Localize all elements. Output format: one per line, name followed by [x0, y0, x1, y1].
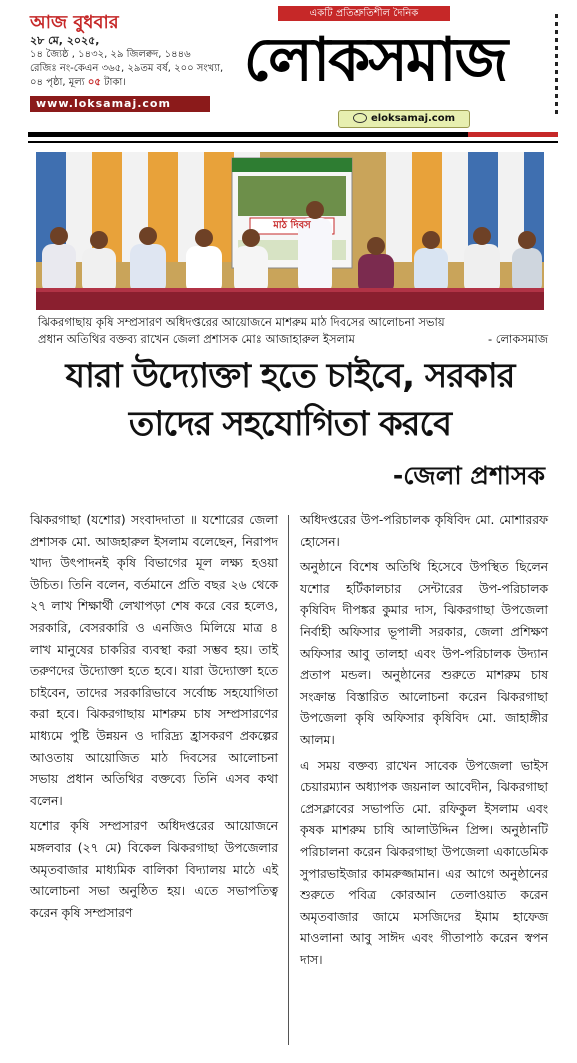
newspaper-logo: লোকসমাজ: [243, 25, 507, 95]
caption-line-2: প্রধান অতিথির বক্তব্য রাখেন জেলা প্রশাসক মোঃ আজাহারুল ইসলাম: [38, 332, 355, 346]
article-paragraph: এ সময় বক্তব্য রাখেন সাবেক উপজেলা ভাইস চেয়ারম্যান অধ্যাপক জয়নাল আবেদীন, ঝিকরগাছা প্রেসক্লাবের সভাপতি মো. রফিকুল ইসলাম এবং কৃষক মাশরুম চাষি আলাউদ্দিন প্রিন্স। অনুষ্ঠানটি পরিচালনা করেন ঝিকরগাছা উপজেলা একাডেমিক সুপারভাইজার কামরুজ্জামান। এর আগে অনুষ্ঠানের শুরুতে পবিত্র কোরআন তেলাওয়াত করেন অমৃতবাজার জামে মসজিদের ইমাম হাফেজ মাওলানা আবু সাঈদ এবং গীতাপাঠ করেন স্বপন দাস।: [300, 758, 548, 967]
date-gregorian: ২৮ মে, ২০২৫,: [30, 34, 100, 47]
masthead-rule-accent: [468, 132, 558, 137]
pages-price-suffix: টাকা।: [100, 77, 126, 88]
website-badge[interactable]: [338, 110, 470, 128]
registration-info: রেজিঃ নং-কেএন ৩৬৫, ২৯তম বর্ষ, ২০০ সংখ্যা,: [30, 63, 224, 74]
headline-byline: -জেলা প্রশাসক: [392, 461, 545, 490]
article-column-left: [30, 510, 278, 928]
tagline: একটি প্রতিশ্রুতিশীল দৈনিক: [278, 6, 450, 21]
headline: [40, 352, 540, 448]
pages-price-text: ০৪ পৃষ্ঠা, মূল্য: [30, 77, 88, 88]
article-paragraph: অধিদপ্তরের উপ-পরিচালক কৃষিবিদ মো. মোশাররফ হোসেন।: [300, 513, 548, 549]
weekday-label: আজ বুধবার: [30, 12, 119, 33]
site-url[interactable]: www.loksamaj.com: [30, 96, 210, 112]
masthead: [0, 0, 577, 152]
caption-credit: - লোকসমাজ: [487, 332, 548, 346]
pages-price: [30, 75, 126, 92]
article-paragraph: যশোর কৃষি সম্প্রসারণ অধিদপ্তরের আয়োজনে মঙ্গলবার (২৭ মে) বিকেল ঝিকরগাছা উপজেলার অমৃতবাজার মাধ্যমিক বালিকা বিদ্যালয় মাঠে এই আলোচনা সভা অনুষ্ঠিত হয়। এতে সভাপতিত্ব করেন কৃষি সম্প্রসারণ: [30, 819, 278, 920]
banner-title: মাঠ দিবস: [273, 220, 311, 231]
headline-line-1: যারা উদ্যোক্তা হতে চাইবে, সরকার: [65, 356, 515, 396]
column-divider: [288, 515, 289, 1045]
article-paragraph: অনুষ্ঠানে বিশেষ অতিথি হিসেবে উপস্থিত ছিলেন যশোর হর্টিকালচার সেন্টারের উপ-পরিচালক কৃষিবিদ দীপঙ্কর কুমার দাস, ঝিকরগাছা উপজেলা নির্বাহী অফিসার ভূপালী সরকার, জেলা প্রশিক্ষণ অফিসার আবু তালহা এবং উপ-পরিচালক উদ্যান প্রতাপ মন্ডল। অনুষ্ঠানের শুরুতে মাশরুম চাষ সংক্রান্ত বিস্তারিত আলোচনা করেন ঝিকরগাছা উপজেলা কৃষি অফিসার কৃষিবিদ মো. জাহাঙ্গীর আলম।: [300, 560, 548, 747]
globe-icon: [353, 113, 367, 123]
price-value: ০৫: [87, 77, 101, 88]
masthead-rule-thin: [28, 141, 558, 143]
website-text: eloksamaj.com: [370, 113, 456, 124]
caption-line-1: ঝিকরগাছায় কৃষি সম্প্রসারণ অধিদপ্তরের আয়োজনে মাশরুম মাঠ দিবসের আলোচনা সভায়: [38, 315, 445, 329]
date-bengali-hijri: ১৪ জ্যৈষ্ঠ , ১৪৩২, ২৯ জিলক্বদ, ১৪৪৬: [30, 49, 191, 60]
event-photo: [36, 152, 544, 310]
article-column-right: [300, 510, 548, 975]
headline-line-2: তাদের সহযোগিতা করবে: [128, 404, 452, 444]
page-edge-marks: [555, 14, 558, 114]
article-paragraph: ঝিকরগাছা (যশোর) সংবাদদাতা ॥ যশোরের জেলা প্রশাসক মো. আজহারুল ইসলাম বলেছেন, নিরাপদ খাদ্য উৎপাদনই কৃষি বিভাগের মূল লক্ষ্য হওয়া উচিত। তিনি বলেন, বর্তমানে প্রতি বছর ২৬ থেকে ২৭ লাখ শিক্ষার্থী লেখাপড়া শেষ করে বের হলেও, সরকারি, বেসরকারি ও এনজিও মিলিয়ে মাত্র ৪ লাখ মানুষের চাকরির ব্যবস্থা করা সম্ভব হয়। তাই তরুণদের উদ্যোক্তা হতে হবে। যারা উদ্যোক্তা হতে চাইবেন, তাদের সরকারিভাবে সর্বোচ্চ সহযোগিতা করা হবে। ঝিকরগাছায় মাশরুম চাষ সম্প্রসারণের মাধ্যমে পুষ্টি উন্নয়ন ও দারিদ্র্য হ্রাসকরণ প্রকল্পের আওতায় আয়োজিত মাঠ দিবসের আলোচনা সভায় প্রধান অতিথির বক্তব্যে তিনি এসব কথা বলেন।: [30, 513, 278, 808]
photo-caption: [38, 314, 548, 348]
